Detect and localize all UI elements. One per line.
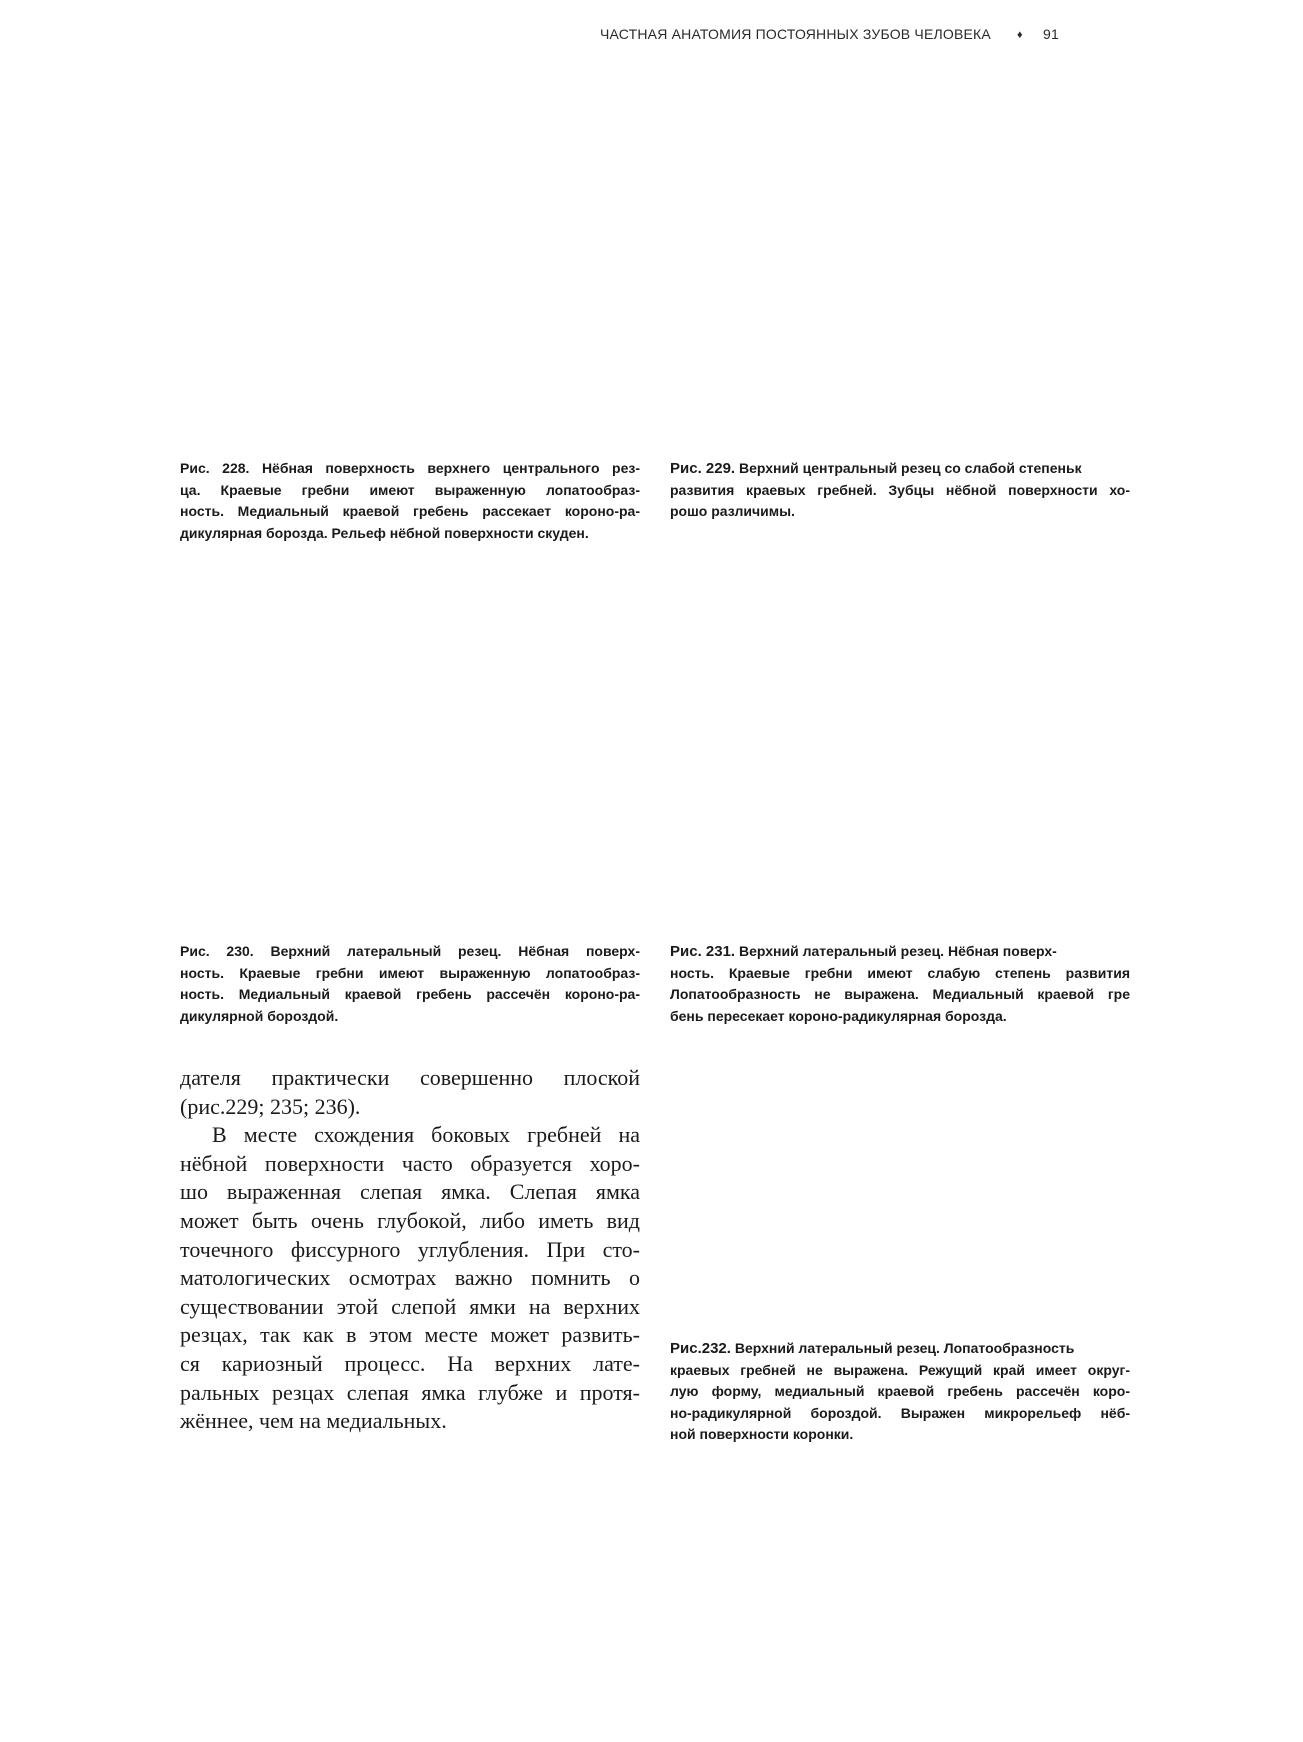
page-number: 91	[1042, 26, 1059, 42]
body-line: шо выраженная слепая ямка. Слепая ямка	[180, 1179, 640, 1205]
caption-line: рошо различимы.	[670, 503, 795, 519]
caption-line: ность. Медиальный краевой гребень рассекает короно-ра-	[180, 503, 640, 519]
body-line: точечного фиссурного углубления. При сто-	[180, 1236, 640, 1262]
diamond-separator-icon: ♦	[1017, 29, 1023, 41]
caption-line: но-радикулярной бороздой. Выражен микрорельеф нёб-	[670, 1404, 1130, 1421]
caption-figure-label: Рис.232.	[670, 1340, 731, 1357]
body-line: В месте схождения боковых гребней на	[212, 1122, 640, 1148]
figure-232-area	[670, 1060, 1130, 1330]
caption-fig-231	[670, 941, 1130, 1027]
caption-line: ной поверхности коронки.	[670, 1426, 854, 1442]
caption-fig-230	[180, 941, 640, 1027]
body-text	[180, 1064, 640, 1436]
figure-228-area	[180, 80, 640, 450]
caption-line: развития краевых гребней. Зубцы нёбной поверхности хо-	[670, 481, 1130, 498]
caption-fig-232	[670, 1338, 1130, 1446]
caption-line: Рис. 230. Верхний латеральный резец. Нёбная поверх-	[180, 943, 640, 959]
caption-first-line	[670, 941, 1130, 963]
body-line: (рис.229; 235; 236).	[180, 1093, 361, 1119]
caption-text: Верхний латеральный резец. Нёбная поверх-	[735, 943, 1057, 959]
body-line: может быть очень глубокой, либо иметь вид	[180, 1207, 640, 1233]
body-line: жённее, чем на медиальных.	[180, 1408, 447, 1434]
caption-first-line	[670, 458, 1130, 480]
caption-fig-229	[670, 458, 1130, 523]
caption-line: ность. Краевые гребни имеют слабую степень развития	[670, 964, 1130, 981]
caption-first-line	[670, 1338, 1130, 1360]
figure-229-area	[670, 80, 1130, 450]
body-line: ральных резцах слепая ямка глубже и протя-	[180, 1379, 640, 1405]
body-line: матологических осмотрах важно помнить о	[180, 1265, 640, 1291]
caption-figure-label: Рис. 229.	[670, 460, 736, 477]
figure-230-area	[180, 560, 640, 930]
caption-line: бень пересекает короно-радикулярная борозда.	[670, 1007, 1007, 1024]
figure-231-area	[670, 560, 1130, 930]
body-line: нёбной поверхности часто образуется хоро-	[180, 1150, 640, 1176]
caption-text: Верхний центральный резец со слабой степеньк	[735, 460, 1082, 476]
caption-line: дикулярной бороздой.	[180, 1007, 339, 1024]
caption-line: Лопатообразность не выражена. Медиальный краевой гре	[670, 986, 1130, 1002]
caption-figure-label: Рис. 231.	[670, 943, 736, 960]
body-line: резцах, так как в этом месте может развить-	[180, 1322, 640, 1348]
caption-line: ность. Медиальный краевой гребень рассечён короно-ра-	[180, 986, 640, 1002]
running-head	[600, 26, 1140, 42]
caption-line: ца. Краевые гребни имеют выраженную лопатообраз-	[180, 481, 640, 498]
body-line: существовании этой слепой ямки на верхних	[180, 1293, 640, 1319]
caption-line: дикулярная борозда. Рельеф нёбной поверхности скуден.	[180, 524, 589, 541]
caption-text: Верхний латеральный резец. Лопатообразность	[730, 1340, 1075, 1356]
caption-line: ность. Краевые гребни имеют выраженную лопатообраз-	[180, 964, 640, 981]
caption-line: Рис. 228. Нёбная поверхность верхнего центрального рез-	[180, 460, 640, 476]
caption-fig-228	[180, 458, 640, 544]
running-title: ЧАСТНАЯ АНАТОМИЯ ПОСТОЯННЫХ ЗУБОВ ЧЕЛОВЕКА	[600, 26, 991, 42]
body-line: дателя практически совершенно плоской	[180, 1065, 640, 1090]
caption-line: лую форму, медиальный краевой гребень рассечён коро-	[670, 1383, 1130, 1399]
caption-line: краевых гребней не выражена. Режущий край имеет округ-	[670, 1361, 1130, 1378]
body-line: ся кариозный процесс. На верхних лате-	[180, 1350, 640, 1376]
